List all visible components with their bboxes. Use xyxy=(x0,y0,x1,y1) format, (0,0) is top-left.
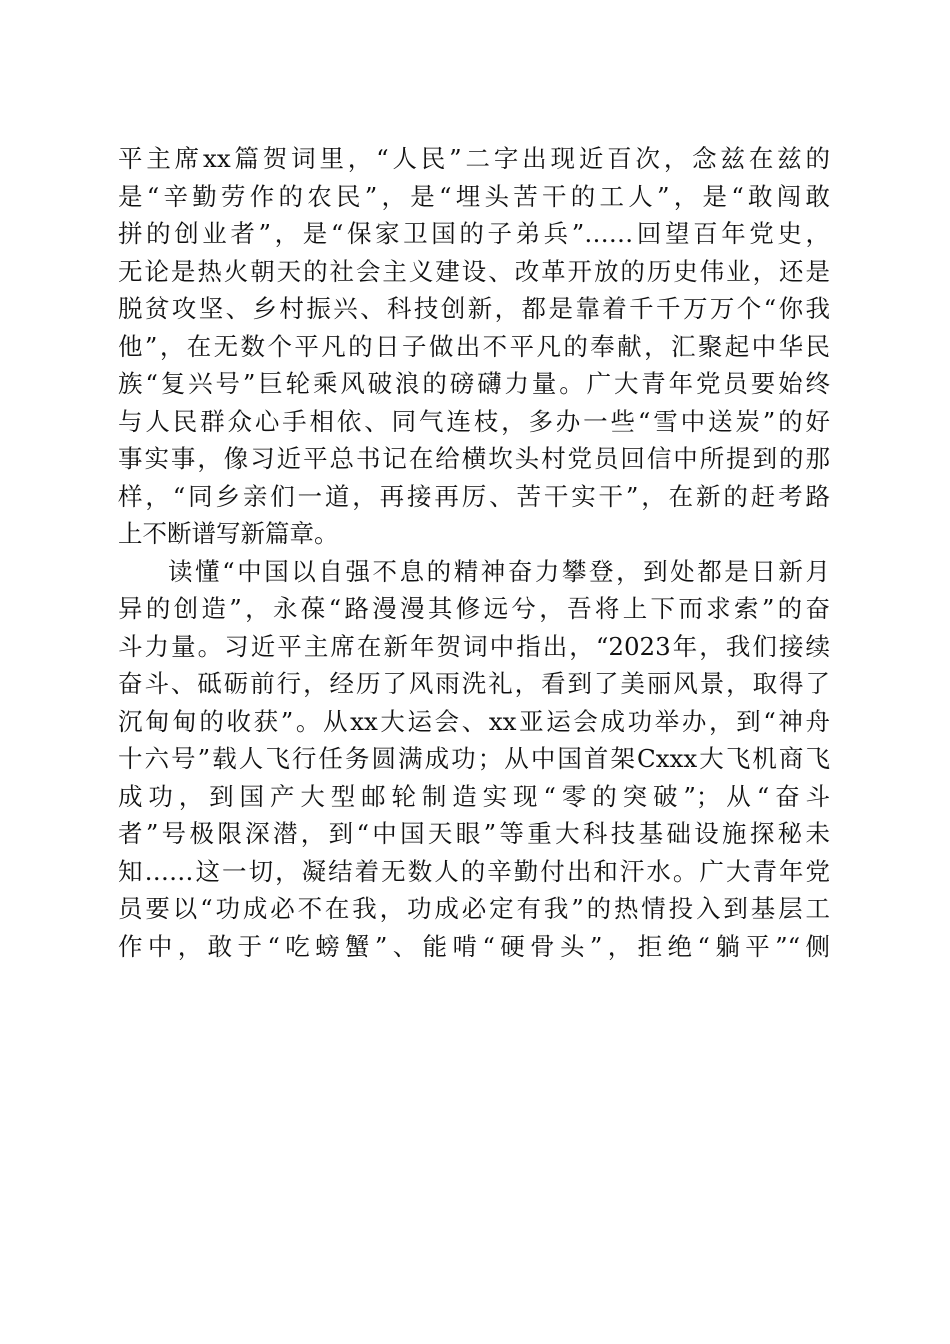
text-line: 沉甸甸的收获”。从xx大运会、xx亚运会成功举办，到“神舟 xyxy=(118,706,830,736)
text-line: 拼的创业者”，是“保家卫国的子弟兵”……回望百年党史， xyxy=(118,219,830,248)
text-line: 作中，敢于“吃螃蟹”、能啃“硬骨头”，拒绝“躺平”“侧 xyxy=(118,931,830,961)
body-text xyxy=(118,140,830,965)
text-line: 事实事，像习近平总书记在给横坎头村党员回信中所提到的那 xyxy=(118,444,830,473)
text-line: 他”，在无数个平凡的日子做出不平凡的奉献，汇聚起中华民 xyxy=(118,331,830,361)
text-line: 平主席xx篇贺词里，“人民”二字出现近百次，念兹在兹的 xyxy=(118,144,830,173)
text-line: 与人民群众心手相依、同气连枝，多办一些“雪中送炭”的好 xyxy=(118,406,830,436)
text-line: 脱贫攻坚、乡村振兴、科技创新，都是靠着千千万万个“你我 xyxy=(118,294,830,323)
text-line: 者”号极限深潜，到“中国天眼”等重大科技基础设施探秘未 xyxy=(118,819,830,848)
text-line: 奋斗、砥砺前行，经历了风雨洗礼，看到了美丽风景，取得了 xyxy=(118,669,830,698)
text-line: 知……这一切，凝结着无数人的辛勤付出和汗水。广大青年党 xyxy=(118,856,830,886)
text-line: 样，“同乡亲们一道，再接再厉、苦干实干”，在新的赶考路 xyxy=(118,481,830,511)
text-line: 斗力量。习近平主席在新年贺词中指出，“2023年，我们接续 xyxy=(118,631,830,661)
paragraph-end-line: 上不断谱写新篇章。 xyxy=(118,519,339,548)
text-line: 是“辛勤劳作的农民”，是“埋头苦干的工人”，是“敢闯敢 xyxy=(118,181,830,211)
text-line: 员要以“功成必不在我，功成必定有我”的热情投入到基层工 xyxy=(118,894,830,923)
text-line: 十六号”载人飞行任务圆满成功；从中国首架Cxxx大飞机商飞 xyxy=(118,744,830,773)
text-line: 成功，到国产大型邮轮制造实现“零的突破”；从“奋斗 xyxy=(118,781,830,811)
text-line: 无论是热火朝天的社会主义建设、改革开放的历史伟业，还是 xyxy=(118,256,830,286)
text-line: 异的创造”，永葆“路漫漫其修远兮，吾将上下而求索”的奋 xyxy=(118,594,830,623)
paragraph-start-line: 读懂“中国以自强不息的精神奋力攀登，到处都是日新月 xyxy=(168,556,830,586)
text-line: 族“复兴号”巨轮乘风破浪的磅礴力量。广大青年党员要始终 xyxy=(118,369,830,398)
